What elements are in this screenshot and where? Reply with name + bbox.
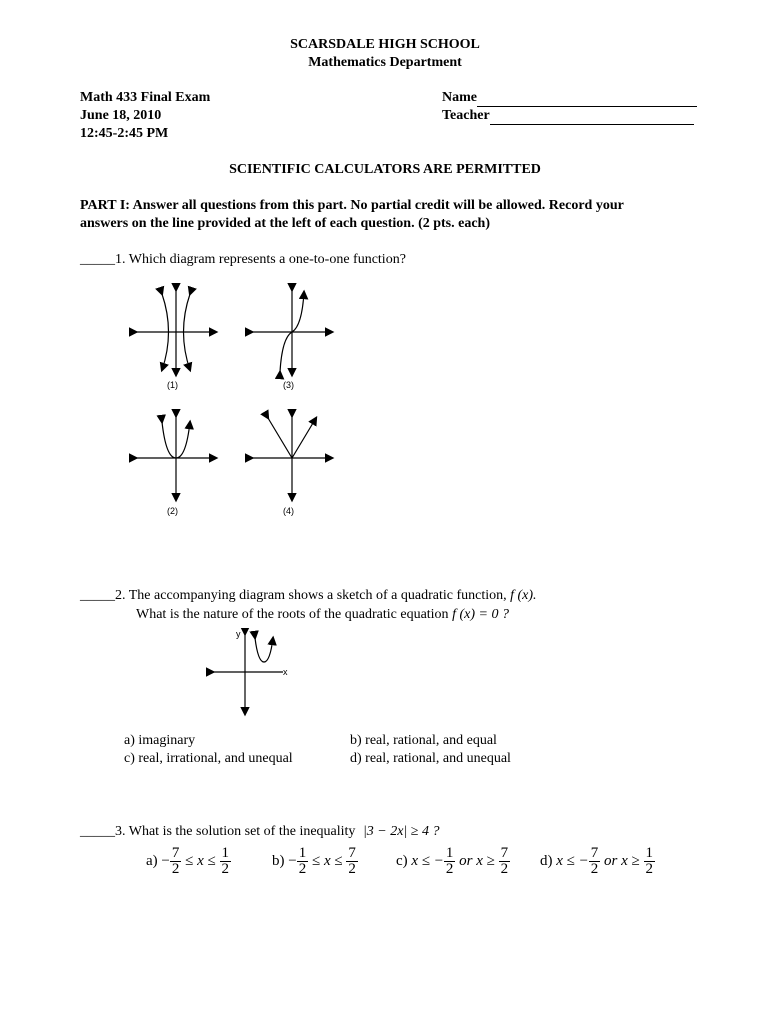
question-2-text-line1: 2. The accompanying diagram shows a sketch of a quadratic function, <box>115 588 507 603</box>
choice-3d[interactable]: d) x ≤ − $\frac{7}{2}$ or x ≥ $\frac{1}{2}$ <box>540 845 653 877</box>
department-name: Mathematics Department <box>308 55 462 70</box>
diagram-3-label: (3) <box>283 380 294 390</box>
teacher-field[interactable] <box>442 108 694 125</box>
choice-3b[interactable]: b) − $\frac{1}{2}$ ≤ x ≤ $\frac{7}{2}$ <box>272 845 356 877</box>
diagram-4-label: (4) <box>283 506 294 516</box>
exam-date: June 18, 2010 <box>80 108 162 123</box>
choice-2d[interactable]: d) real, rational, and unequal <box>350 751 511 766</box>
diagram-1 <box>136 290 216 375</box>
diagram-2-label: (2) <box>167 506 178 516</box>
question-1 <box>80 252 406 268</box>
school-name: SCARSDALE HIGH SCHOOL <box>290 37 480 52</box>
inequality-expression: |3 − 2x| ≥ 4 ? <box>362 824 440 839</box>
diagram-1-label: (1) <box>167 380 178 390</box>
choice-2c[interactable]: c) real, irrational, and unequal <box>124 751 293 766</box>
answer-blank-1[interactable]: _____ <box>80 252 115 267</box>
name-blank[interactable] <box>477 90 697 107</box>
teacher-blank[interactable] <box>490 108 694 125</box>
y-axis-label: y <box>236 629 241 639</box>
x-axis-label: x <box>283 667 288 677</box>
q1-diagrams <box>120 280 340 520</box>
part1-instructions-line1: PART I: Answer all questions from this part. No partial credit will be allowed. Record your <box>80 198 624 213</box>
exam-time: 12:45-2:45 PM <box>80 126 169 141</box>
question-2-text-line2: What is the nature of the roots of the quadratic equation <box>136 607 449 622</box>
part1-instructions-line2: answers on the line provided at the left of each question. (2 pts. each) <box>80 216 491 231</box>
choice-3a[interactable]: a) − $\frac{7}{2}$ ≤ x ≤ $\frac{1}{2}$ <box>146 845 229 877</box>
diagram-4 <box>252 416 332 500</box>
fx-notation-2: f (x) = 0 ? <box>452 607 509 622</box>
exam-title: Math 433 Final Exam <box>80 90 211 105</box>
answer-blank-2[interactable]: _____ <box>80 588 115 603</box>
diagram-2 <box>136 416 216 500</box>
calculator-notice: SCIENTIFIC CALCULATORS ARE PERMITTED <box>229 162 541 177</box>
answer-blank-3[interactable]: _____ <box>80 824 115 839</box>
question-1-text: 1. Which diagram represents a one-to-one function? <box>115 252 406 267</box>
teacher-label: Teacher <box>442 108 490 123</box>
question-2 <box>80 588 537 604</box>
diagram-3 <box>252 290 332 375</box>
question-2-line2 <box>136 607 509 623</box>
choice-2b[interactable]: b) real, rational, and equal <box>350 733 497 748</box>
q2-quadratic-diagram <box>205 628 295 718</box>
question-3-text: 3. What is the solution set of the inequality <box>115 824 356 839</box>
question-3 <box>80 824 439 840</box>
choice-3c[interactable]: c) x ≤ − $\frac{1}{2}$ or x ≥ $\frac{7}{2}$ <box>396 845 509 877</box>
fx-notation-1: f (x). <box>510 588 537 603</box>
choice-2a[interactable]: a) imaginary <box>124 733 196 748</box>
name-label: Name <box>442 90 477 105</box>
name-field[interactable] <box>442 90 697 107</box>
